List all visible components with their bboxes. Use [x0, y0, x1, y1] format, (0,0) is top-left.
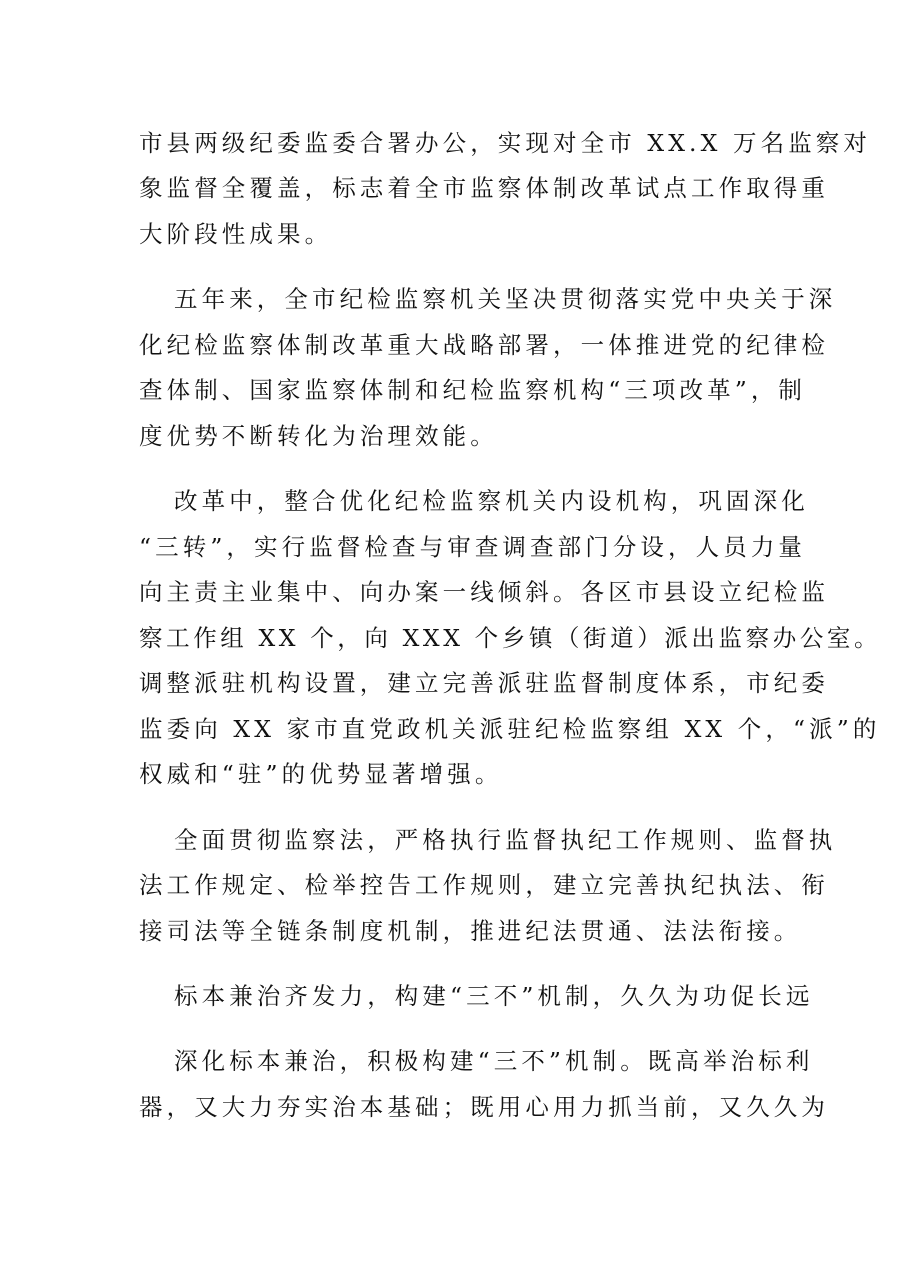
- text-line: 全面贯彻监察法，严格执行监督执纪工作规则、监督执: [174, 826, 837, 854]
- text-line: 法工作规定、检举控告工作规则，建立完善执纪执法、衔: [139, 871, 829, 899]
- text-line: 大阶段性成果。: [139, 220, 333, 248]
- text-line: 市县两级纪委监委合署办公，实现对全市 XX.X 万名监察对: [139, 129, 871, 157]
- text-line: 度优势不断转化为治理效能。: [139, 422, 498, 450]
- text-line: 接司法等全链条制度机制，推进纪法贯通、法法衔接。: [139, 917, 802, 945]
- text-line: 化纪检监察体制改革重大战略部署，一体推进党的纪律检: [139, 331, 829, 359]
- text-line: 象监督全覆盖，标志着全市监察体制改革试点工作取得重: [139, 174, 829, 202]
- text-line: 监委向 XX 家市直党政机关派驻纪检监察组 XX 个，“派”的: [139, 715, 881, 743]
- text-line: 查体制、国家监察体制和纪检监察机构“三项改革”，制: [139, 376, 807, 404]
- text-line: 五年来，全市纪检监察机关坚决贯彻落实党中央关于深: [174, 285, 837, 313]
- text-line: 调整派驻机构设置，建立完善派驻监督制度体系，市纪委: [139, 669, 829, 697]
- text-line: 改革中，整合优化纪检监察机关内设机构，巩固深化: [174, 487, 809, 515]
- text-line: 权威和“驻”的优势显著增强。: [139, 760, 503, 788]
- text-line: “三转”，实行监督检查与审查调查部门分设，人员力量: [139, 533, 807, 561]
- text-line: 向主责主业集中、向办案一线倾斜。各区市县设立纪检监: [139, 578, 829, 606]
- section-heading: 标本兼治齐发力，构建“三不”机制，久久为功促长远: [174, 982, 814, 1010]
- text-line: 器，又大力夯实治本基础；既用心用力抓当前，又久久为: [139, 1093, 829, 1121]
- text-line: 深化标本兼治，积极构建“三不”机制。既高举治标利: [174, 1047, 814, 1075]
- text-line: 察工作组 XX 个，向 XXX 个乡镇（街道）派出监察办公室。: [139, 624, 882, 652]
